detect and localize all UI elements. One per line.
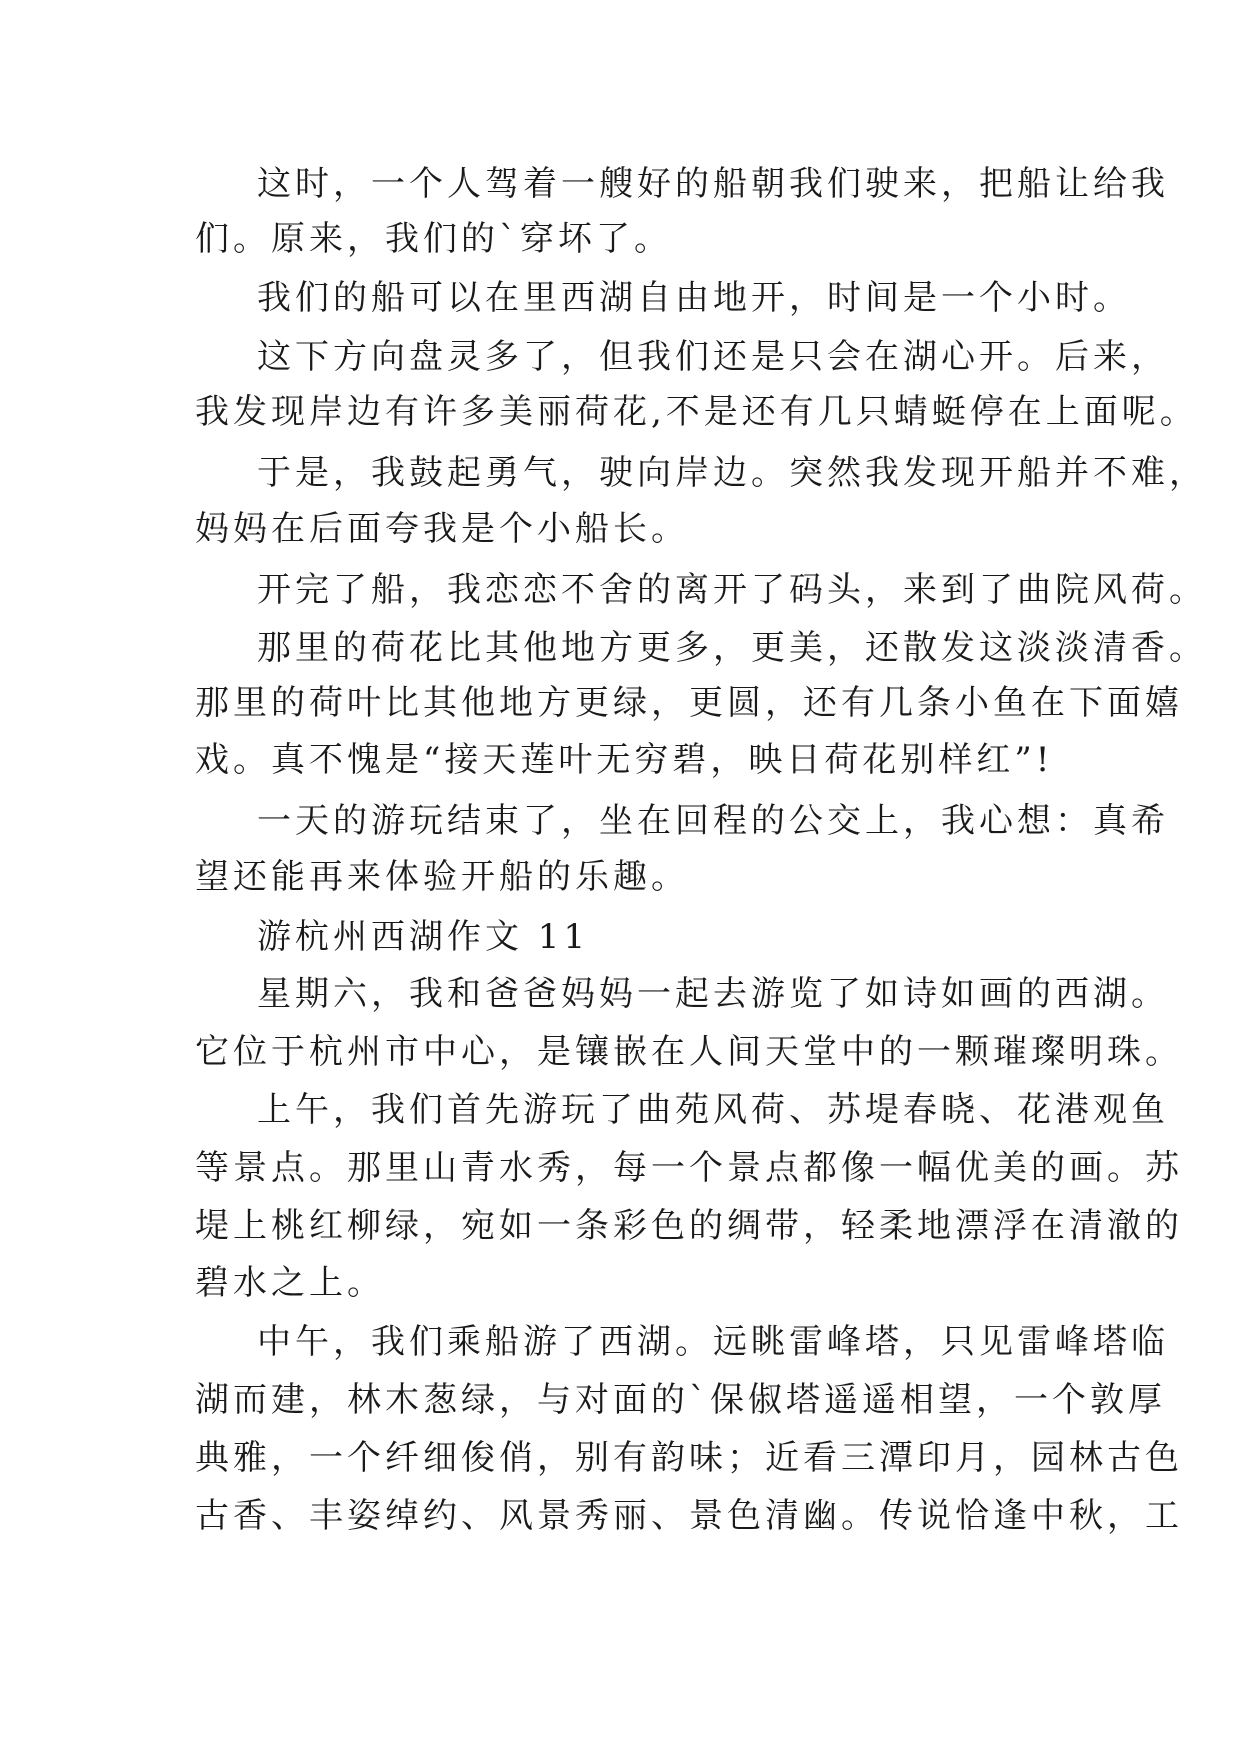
paragraph-line: 于是，我鼓起勇气，驶向岸边。突然我发现开船并不难， — [257, 453, 1207, 493]
paragraph-line: 那里的荷花比其他地方更多，更美，还散发这淡淡清香。 — [257, 628, 1207, 668]
paragraph-line: 它位于杭州市中心，是镶嵌在人间天堂中的一颗璀璨明珠。 — [195, 1032, 1183, 1072]
paragraph-line: 这时，一个人驾着一艘好的船朝我们驶来，把船让给我 — [257, 164, 1169, 204]
paragraph-line: 开完了船，我恋恋不舍的离开了码头，来到了曲院风荷。 — [257, 570, 1207, 610]
section-heading: 游杭州西湖作文 11 — [257, 917, 590, 957]
paragraph-line: 望还能再来体验开船的乐趣。 — [195, 857, 689, 897]
paragraph-line: 妈妈在后面夸我是个小船长。 — [195, 509, 689, 549]
paragraph-line: 我们的船可以在里西湖自由地开，时间是一个小时。 — [257, 278, 1131, 318]
paragraph-line: 我发现岸边有许多美丽荷花,不是还有几只蜻蜓停在上面呢。 — [195, 392, 1198, 432]
paragraph-line: 等景点。那里山青水秀，每一个景点都像一幅优美的画。苏 — [195, 1148, 1183, 1188]
paragraph-line: 上午，我们首先游玩了曲苑风荷、苏堤春晓、花港观鱼 — [257, 1090, 1169, 1130]
paragraph-line: 典雅，一个纤细俊俏，别有韵味；近看三潭印月，园林古色 — [195, 1438, 1183, 1478]
paragraph-line: 星期六，我和爸爸妈妈一起去游览了如诗如画的西湖。 — [257, 974, 1169, 1014]
paragraph-line: 这下方向盘灵多了，但我们还是只会在湖心开。后来， — [257, 337, 1169, 377]
paragraph-line: 那里的荷叶比其他地方更绿，更圆，还有几条小鱼在下面嬉 — [195, 683, 1183, 723]
paragraph-line: 戏。真不愧是“接天莲叶无穷碧，映日荷花别样红”! — [195, 740, 1054, 780]
paragraph-line: 湖而建，林木葱绿，与对面的`保俶塔遥遥相望，一个敦厚 — [195, 1380, 1166, 1420]
paragraph-line: 们。原来，我们的`穿坏了。 — [195, 219, 672, 259]
paragraph-line: 堤上桃红柳绿，宛如一条彩色的绸带，轻柔地漂浮在清澈的 — [195, 1206, 1183, 1246]
paragraph-line: 中午，我们乘船游了西湖。远眺雷峰塔，只见雷峰塔临 — [257, 1322, 1169, 1362]
paragraph-line: 碧水之上。 — [195, 1263, 385, 1303]
paragraph-line: 一天的游玩结束了，坐在回程的公交上，我心想：真希 — [257, 801, 1169, 841]
paragraph-line: 古香、丰姿绰约、风景秀丽、景色清幽。传说恰逢中秋，工 — [195, 1496, 1183, 1536]
